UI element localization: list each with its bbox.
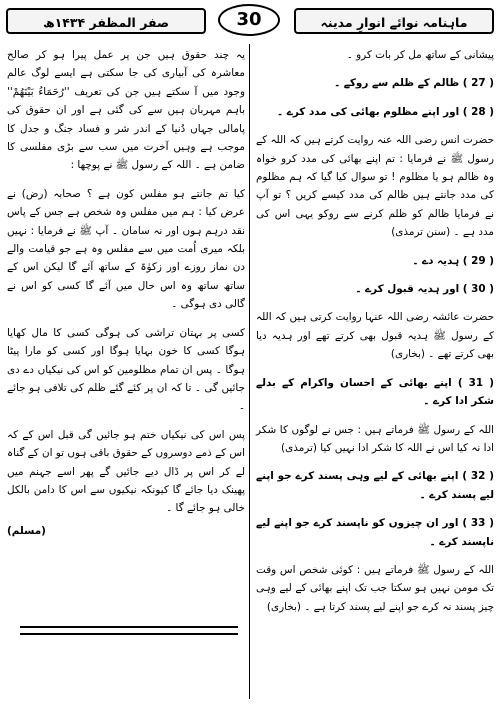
numbered-item: ( 33 ) اور ان چیزوں کو ناپسند کرے جو اپنے لیے ناپسند کرے ۔ (256, 517, 494, 548)
numbered-item: ( 30 ) اور ہدیہ قبول کرے ۔ (355, 283, 494, 296)
magazine-title: ماہنامہ نوائے انوارِ مدینہ (294, 8, 494, 34)
left-column (7, 46, 245, 540)
paragraph: کسی پر بہتان تراشی کی ہوگی کسی کا مال کھایا ہوگا کسی کا خون بہایا ہوگا اور کسی کو مارا پیٹا ہوگا ۔ پس ان تمام مظلومین کو اس کی نیکیاں دے دی جائیں گی ۔ تا کہ ان پر کئے گئے ظلم کی تلافی ہو جائے ۔ (7, 326, 245, 413)
numbered-item: ( 32 ) اپنے بھائی کے لیے وہی پسند کرے جو اپنے لیے پسند کرے ۔ (256, 470, 494, 501)
hadith-source: (مسلم) (7, 524, 46, 537)
hadith-paragraph: حضرت عائشہ رضی اللہ عنہا روایت کرتی ہیں کہ اللہ کے رسول ﷺ ہدیہ قبول بھی کرتے تھے اور ہدیہ دیا بھی کرتے تھے ۔ (بخاری) (256, 311, 494, 361)
end-rule (20, 626, 238, 628)
paragraph: پیشانی کے ساتھ مل کر بات کرو ۔ (346, 49, 494, 61)
end-rule (20, 633, 238, 635)
hadith-paragraph: حضرت انس رضی اللہ عنہ روایت کرتے ہیں کہ اللہ کے رسول ﷺ نے فرمایا : تم اپنے بھائی کی مدد کرو خواہ وہ ظالم ہو یا مظلوم ! تو سوال کیا گیا کہ ہم مظلوم کی مدد جانتے ہیں ظالم کی مدد کیسے کریں ؟ تو آپ نے فرمایا ظالم کو ظلم کرنے سے روکو یہی اس کی مدد ہے ۔ (سنن ترمذی) (256, 134, 494, 239)
paragraph: یہ چند حقوق ہیں جن پر عمل پیرا ہو کر صالح معاشرہ کی آبیاری کی جا سکتی ہے ایسے لوگ عالم وجود میں آ سکتے ہیں جن کی تعریف ''رُحَمَاءُ بَیْنَھُمْ'' باہم مہربان ہیں سے کی گئی ہے اور ان حقوق کی پامالی جہاں دُنیا کے اندر شر و فساد جنگ و جدل کا موجب ہے وہیں آخرت میں سب سے بڑی مفلسی کا ضامن ہے ۔ اللہ کے رسول ﷺ نے پوچھا : (7, 49, 245, 172)
numbered-item: ( 29 ) ہدیہ دے ۔ (412, 254, 494, 267)
right-column (256, 46, 494, 618)
issue-date: صفر المظفر ۱۴۳۴ھ (6, 8, 206, 34)
numbered-item: ( 28 ) اور اپنے مظلوم بھائی کی مدد کرے ۔ (277, 105, 494, 118)
column-divider (249, 44, 250, 699)
numbered-item: ( 27 ) ظالم کے ظلم سے روکے ۔ (334, 77, 494, 90)
page-number: 30 (218, 4, 280, 36)
paragraph: کیا تم جانتے ہو مفلس کون ہے ؟ صحابہ (رض) نے عرض کیا : ہم میں مفلس وہ شخص ہے جس کے پاس نقد درہم ہوں اور نہ سامان ۔ آپ ﷺ نے فرمایا : نہیں بلکہ میری اُمت میں سے مفلس وہ ہے جو قیامت والے دن نماز روزے اور زکوٰۃ کے ساتھ آئے گا لیکن اس کے ساتھ ساتھ وہ اس حال میں آئے گا کسی کو اس نے گالی دی ہوگی ۔ (7, 187, 245, 311)
hadith-paragraph: اللہ کے رسول ﷺ فرماتے ہیں : جس نے لوگوں کا شکر ادا نہ کیا اس نے اللہ کا شکر ادا نہیں کیا (ترمذی) (256, 423, 494, 454)
page-header (6, 4, 494, 38)
numbered-item: ( 31 ) اپنے بھائی کے احسان واکرام کے بدلے شکر ادا کرے ۔ (256, 376, 494, 408)
hadith-paragraph: اللہ کے رسول ﷺ فرماتے ہیں : کوئی شخص اس وقت تک مومن نہیں ہو سکتا جب تک اپنے بھائی کے لیے وہی چیز پسند نہ کرے جو اپنے لیے پسند کرتا ہے ۔ (بخاری) (256, 563, 494, 613)
paragraph: پس اس کی نیکیاں ختم ہو جائیں گی قبل اس کے کہ اس کے ذمے دوسروں کے حقوق باقی ہوں تو ان کے گناہ لے کر اس پر ڈال دیے جائیں گے پھر اسے جہنم میں پھینک دیا جائے گا کیونکہ نیکیوں سے اس کا دامن بالکل خالی ہو جائے گا ۔ (6, 428, 245, 515)
